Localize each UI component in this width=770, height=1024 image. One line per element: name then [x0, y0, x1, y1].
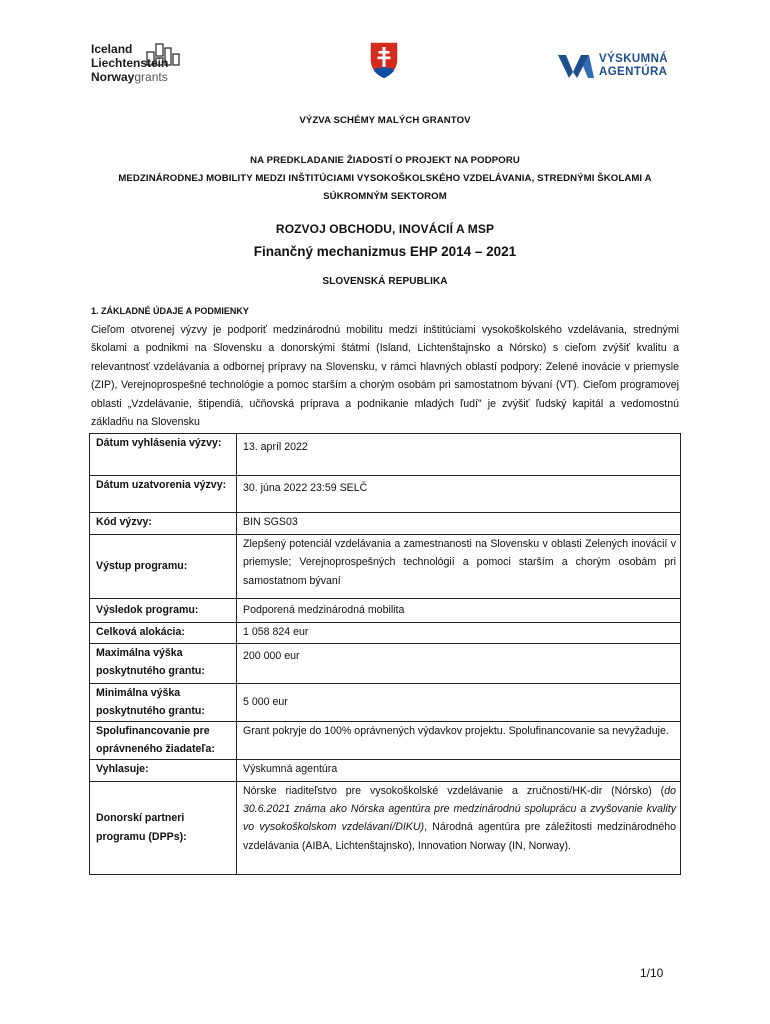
- dpp-text-part1: Nórske riaditeľstvo pre vysokoškolské vzdelávanie a zručnosti/HK-dir (Nórsko) (: [243, 784, 665, 797]
- row-value: 1 058 824 eur: [237, 623, 681, 644]
- row-label: Dátum uzatvorenia výzvy:: [90, 476, 237, 513]
- section-heading: 1. ZÁKLADNÉ ÚDAJE A PODMIENKY: [91, 306, 249, 316]
- table-row: [90, 476, 681, 513]
- table-row: [90, 781, 681, 874]
- row-value: [237, 781, 681, 874]
- va-mark-icon: [556, 52, 596, 80]
- va-logo-line2: AGENTÚRA: [599, 66, 668, 78]
- dpp-text-part2: , Národná agentúra pre záležitosti medzinárodného vzdelávania (AIBA, Lichtenštajnsko), Innovation Norway (IN, Norway).: [243, 821, 676, 852]
- row-label: Donorskí partneri programu (DPPs):: [90, 781, 237, 874]
- logo-line-grants: grants: [134, 70, 168, 84]
- call-subtitle-line3: SÚKROMNÝM SEKTOROM: [323, 191, 447, 202]
- row-value: 13. apríl 2022: [237, 434, 681, 476]
- logo-line-iceland: Iceland: [91, 42, 133, 56]
- table-row: [90, 535, 681, 599]
- call-subtitle-line1: NA PREDKLADANIE ŽIADOSTÍ O PROJEKT NA PODPORU: [250, 155, 520, 166]
- row-label: Celková alokácia:: [90, 623, 237, 644]
- call-info-table: [89, 433, 681, 875]
- row-label: Minimálna výška poskytnutého grantu:: [90, 684, 237, 722]
- row-value: Zlepšený potenciál vzdelávania a zamestnanosti na Slovensku v oblasti Zelených inovácií v priemysle; Verejnoprospešných technológií a pomoci starším a chorým osobám pri samostatnom bývaní: [237, 535, 681, 599]
- row-value: BIN SGS03: [237, 513, 681, 535]
- call-subtitle-line2: MEDZINÁRODNEJ MOBILITY MEDZI INŠTITÚCIAMI VYSOKOŠKOLSKÉHO VZDELÁVANIA, STREDNÝMI ŠKOLAMI A: [118, 173, 652, 184]
- row-value: 200 000 eur: [237, 644, 681, 684]
- call-subtitle: [60, 152, 710, 206]
- row-value: 30. júna 2022 23:59 SELČ: [237, 476, 681, 513]
- call-title: VÝZVA SCHÉMY MALÝCH GRANTOV: [299, 115, 471, 126]
- eea-grants-logo: [91, 42, 201, 96]
- slovak-coat-of-arms-icon: [368, 40, 400, 80]
- row-value: 5 000 eur: [237, 684, 681, 722]
- logo-line-liechtenstein: Liechtenstein: [91, 56, 169, 70]
- row-label: Kód výzvy:: [90, 513, 237, 535]
- row-value: Výskumná agentúra: [237, 759, 681, 781]
- table-row: [90, 721, 681, 759]
- row-label: Výstup programu:: [90, 535, 237, 599]
- va-logo-line1: VÝSKUMNÁ: [599, 53, 669, 65]
- table-row: [90, 599, 681, 623]
- dpp-text-italic: do 30.6.2021 známa ako Nórska agentúra pre medzinárodnú spoluprácu a zvyšovanie kvality vo vysokoškolskom vzdelávaní/DIKU): [243, 784, 676, 834]
- table-row: [90, 623, 681, 644]
- row-label: Dátum vyhlásenia výzvy:: [90, 434, 237, 476]
- vyskumna-agentura-logo: [556, 52, 686, 84]
- row-value: Podporená medzinárodná mobilita: [237, 599, 681, 623]
- table-row: [90, 434, 681, 476]
- table-row: [90, 684, 681, 722]
- page-number: 1/10: [640, 966, 664, 980]
- table-row: [90, 759, 681, 781]
- intro-paragraph: Cieľom otvorenej výzvy je podporiť medzinárodnú mobilitu medzi inštitúciami vysokoškolského vzdelávania, strednými školami a podnikmi na Slovensku a donorskými štátmi (Island, Lichtenštajnsko a Nórsko) s cieľom zvýšiť kvalitu a relevantnosť vzdelávania a odbornej prípravy na Slovensku, v rámci hlavných oblastí podpory: Zelené inovácie v priemysle (ZIP), Verejnoprospešné technológie a pomoc starším a chorým osobám pri samostatnom bývaní (VT). Cieľom programovej oblasti „Vzdelávanie, štipendiá, učňovská príprava a podnikanie mladých ľudí" je zvýšiť ľudský kapitál a vedomostnú základňu na Slovensku: [91, 324, 679, 429]
- eea-grants-mark-icon: [146, 42, 180, 66]
- table-row: [90, 513, 681, 535]
- mechanism-title: Finančný mechanizmus EHP 2014 – 2021: [253, 244, 517, 259]
- logo-line-norway: Norway: [91, 70, 135, 84]
- country-title: SLOVENSKÁ REPUBLIKA: [322, 276, 448, 287]
- row-label: Vyhlasuje:: [90, 759, 237, 781]
- table-row: [90, 644, 681, 684]
- row-label: Výsledok programu:: [90, 599, 237, 623]
- row-label: Maximálna výška poskytnutého grantu:: [90, 644, 237, 684]
- row-label: Spolufinancovanie pre oprávneného žiadateľa:: [90, 721, 237, 759]
- program-title: ROZVOJ OBCHODU, INOVÁCIÍ A MSP: [275, 222, 495, 236]
- row-value: Grant pokryje do 100% oprávnených výdavkov projektu. Spolufinancovanie sa nevyžaduje.: [237, 721, 681, 759]
